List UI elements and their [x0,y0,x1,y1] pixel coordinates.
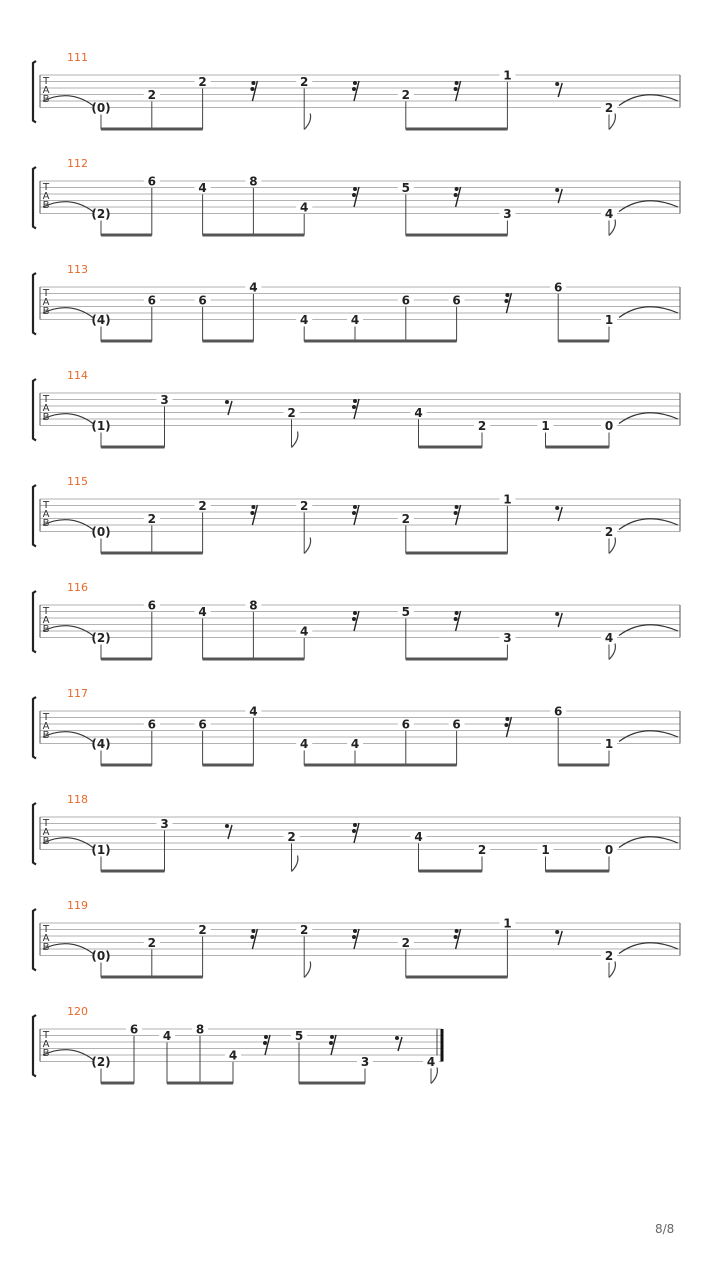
tab-clef-letter: T [42,500,50,511]
beam [101,870,165,873]
tab-clef-letter: B [42,94,50,105]
beam [203,658,305,661]
tab-system [33,369,680,449]
fret-number: 6 [147,598,156,613]
fret-number: 2 [604,101,614,115]
fret-number: 3 [360,1055,370,1069]
fret-number: 1 [503,68,512,83]
fret-number: 4 [300,200,309,215]
rest-dot [352,935,356,939]
note-flag [609,114,615,130]
measure-number: 114 [67,369,88,382]
measure-number: 111 [67,51,88,64]
tab-system [33,793,680,873]
fret-number: 2 [604,949,614,963]
measure-number: 118 [67,793,88,806]
tab-clef-letter: T [42,818,50,829]
note-flag [609,220,615,236]
fret-number: 4 [198,605,207,619]
beam [406,128,508,131]
fret-number: 5 [401,605,410,619]
tab-clef-letter: B [42,730,50,741]
fret-number: 5 [401,181,410,195]
tie-arc [619,201,678,212]
fret-number: 4 [228,1048,238,1063]
tie-arc [619,307,678,318]
fret-number: (0) [91,949,111,963]
fret-number: 6 [401,717,410,732]
note-flag [304,962,310,978]
rest-dot [352,405,356,409]
fret-number: 6 [554,280,563,295]
fret-number: 2 [287,406,296,420]
rest-dot [352,617,356,621]
beam [406,234,508,237]
rest-dot [225,824,229,828]
fret-number: 2 [198,499,207,513]
note-flag [304,114,310,130]
tab-clef-letter: B [42,518,50,529]
fret-number: (1) [91,419,111,433]
rest-dot [504,299,508,303]
fret-number: 4 [162,1029,172,1043]
fret-number: 4 [604,207,614,221]
rest-dot [455,187,459,191]
rest-dot [454,87,458,91]
rest-dot [455,505,459,509]
fret-number: 2 [287,830,296,844]
beam [101,764,152,767]
tab-system [33,157,680,237]
beam [203,340,254,343]
rest-dot [251,929,255,933]
tab-system [33,263,680,343]
tab-clef-letter: A [42,191,50,202]
measure-number: 113 [67,263,88,276]
rest-dot [353,505,357,509]
tab-clef-letter: B [42,942,50,953]
tab-clef-letter: A [42,403,50,414]
fret-number: 3 [503,207,512,221]
tab-clef-letter: A [42,1039,50,1050]
tie-arc [619,413,678,424]
fret-number: 1 [503,492,512,507]
rest-dot [352,511,356,515]
tab-system [33,899,680,979]
fret-number: 2 [198,923,207,937]
rest-dot [555,612,559,616]
rest-dot [504,723,508,727]
rest-dot [454,617,458,621]
rest-dot [352,193,356,197]
fret-number: 1 [604,313,614,327]
rest-dot [505,717,509,721]
fret-number: 6 [452,717,461,732]
fret-number: (0) [91,101,111,115]
fret-number: 2 [300,499,309,513]
rest-dot [555,930,559,934]
fret-number: 2 [147,936,156,950]
tab-clef-letter: T [42,712,50,723]
fret-number: 4 [414,830,423,844]
measure-number: 115 [67,475,88,488]
fret-number: 2 [198,75,207,89]
tab-clef-letter: A [42,933,50,944]
beam [101,446,165,449]
fret-number: 2 [300,923,309,937]
rest-dot [251,505,255,509]
note-flag [609,644,615,660]
tie-arc [619,625,678,636]
tab-system [33,475,680,555]
rest-dot [454,935,458,939]
rest-dot [395,1036,399,1040]
note-flag [431,1068,437,1084]
tab-system [33,1005,442,1085]
tab-clef-letter: A [42,827,50,838]
measure-number: 119 [67,899,88,912]
fret-number: 3 [160,393,169,407]
tab-system [33,51,680,131]
fret-number: 2 [300,75,309,89]
fret-number: (1) [91,843,111,857]
rest-dot [250,87,254,91]
beam [558,340,609,343]
fret-number: 2 [147,512,156,526]
rest-dot [454,193,458,197]
system-bracket [33,909,36,971]
system-bracket [33,1015,36,1077]
fret-number: (2) [91,631,111,645]
rest-dot [352,87,356,91]
measure-number: 120 [67,1005,88,1018]
tie-arc [619,837,678,848]
fret-number: 4 [300,313,309,327]
fret-number: 6 [147,293,156,308]
fret-number: 1 [541,843,550,857]
tab-system [33,581,680,661]
fret-number: 4 [414,406,423,420]
beam [546,446,610,449]
tab-clef-letter: B [42,624,50,635]
fret-number: 1 [604,737,614,751]
fret-number: (4) [91,313,111,327]
beam [101,1082,134,1085]
fret-number: 3 [160,817,169,831]
tab-clef-letter: A [42,297,50,308]
tab-clef-letter: B [42,1048,50,1059]
tab-clef-letter: A [42,721,50,732]
fret-number: 2 [401,88,410,102]
beam [419,446,483,449]
tab-clef-letter: A [42,85,50,96]
tab-clef-letter: T [42,76,50,87]
rest-dot [263,1041,267,1045]
system-bracket [33,61,36,123]
system-bracket [33,803,36,865]
rest-dot [454,511,458,515]
fret-number: 6 [554,704,563,719]
rest-dot [353,929,357,933]
fret-number: 2 [147,88,156,102]
beam [558,764,609,767]
tab-clef-letter: T [42,394,50,405]
fret-number: 6 [129,1022,139,1037]
rest-dot [353,187,357,191]
fret-number: 4 [426,1055,436,1069]
fret-number: 4 [300,624,309,639]
rest-dot [455,929,459,933]
tie-arc [619,731,678,742]
note-flag [609,962,615,978]
tab-clef-letter: T [42,1030,50,1041]
rest-dot [455,611,459,615]
tab-clef-letter: A [42,615,50,626]
tab-clef-letter: B [42,306,50,317]
fret-number: 2 [477,419,487,433]
beam [101,340,152,343]
fret-number: 2 [401,936,410,950]
fret-number: 6 [147,174,156,189]
fret-number: 8 [249,598,258,613]
fret-number: 2 [604,525,614,539]
beam [101,552,203,555]
beam [101,234,152,237]
tab-clef-letter: T [42,606,50,617]
fret-number: 3 [503,631,512,645]
rest-dot [353,823,357,827]
fret-number: 4 [198,181,207,195]
beam [406,552,508,555]
tab-clef-letter: T [42,288,50,299]
system-bracket [33,591,36,653]
beam [304,764,456,767]
fret-number: 2 [401,512,410,526]
beam [101,658,152,661]
beam [406,976,508,979]
tab-clef-letter: B [42,836,50,847]
fret-number: (0) [91,525,111,539]
note-flag [292,856,298,872]
rest-dot [555,82,559,86]
fret-number: 6 [198,717,207,732]
fret-number: 8 [249,174,258,189]
beam [546,870,610,873]
fret-number: 2 [477,843,487,857]
measure-number: 116 [67,581,88,594]
beam [299,1082,365,1085]
rest-dot [251,81,255,85]
rest-dot [353,81,357,85]
rest-dot [250,935,254,939]
fret-number: 4 [249,704,258,719]
fret-number: 5 [294,1029,304,1043]
rest-dot [329,1041,333,1045]
page-indicator: 8/8 [655,1222,675,1236]
tab-clef-letter: T [42,182,50,193]
fret-number: 1 [503,916,512,931]
fret-number: 4 [350,313,360,327]
rest-dot [264,1035,268,1039]
system-bracket [33,485,36,547]
tie-arc [619,943,678,954]
fret-number: 6 [198,293,207,308]
fret-number: 1 [541,419,550,433]
fret-number: 8 [195,1022,205,1037]
rest-dot [352,829,356,833]
rest-dot [225,400,229,404]
system-bracket [33,167,36,229]
measure-number: 112 [67,157,88,170]
rest-dot [555,188,559,192]
rest-dot [353,399,357,403]
fret-number: 4 [300,737,309,751]
beam [304,340,456,343]
tab-clef-letter: A [42,509,50,520]
fret-number: 0 [604,419,614,433]
fret-number: 4 [249,280,258,295]
fret-number: (2) [91,207,111,221]
tab-clef-letter: T [42,924,50,935]
fret-number: 6 [452,293,461,308]
fret-number: 4 [350,737,360,751]
tab-clef-letter: B [42,412,50,423]
rest-dot [455,81,459,85]
rest-dot [250,511,254,515]
fret-number: (2) [91,1055,111,1069]
note-flag [304,538,310,554]
tab-system [33,687,680,767]
rest-dot [353,611,357,615]
beam [203,234,305,237]
rest-dot [505,293,509,297]
beam [419,870,483,873]
tie-arc [619,519,678,530]
system-bracket [33,697,36,759]
rest-dot [555,506,559,510]
fret-number: (4) [91,737,111,751]
fret-number: 6 [147,717,156,732]
beam [203,764,254,767]
rest-dot [330,1035,334,1039]
fret-number: 6 [401,293,410,308]
fret-number: 4 [604,631,614,645]
note-flag [292,432,298,448]
fret-number: 0 [604,843,614,857]
measure-number: 117 [67,687,88,700]
tie-arc [619,95,678,106]
tab-clef-letter: B [42,200,50,211]
beam [167,1082,233,1085]
beam [406,658,508,661]
note-flag [609,538,615,554]
beam [101,976,203,979]
system-bracket [33,379,36,441]
system-bracket [33,273,36,335]
beam [101,128,203,131]
